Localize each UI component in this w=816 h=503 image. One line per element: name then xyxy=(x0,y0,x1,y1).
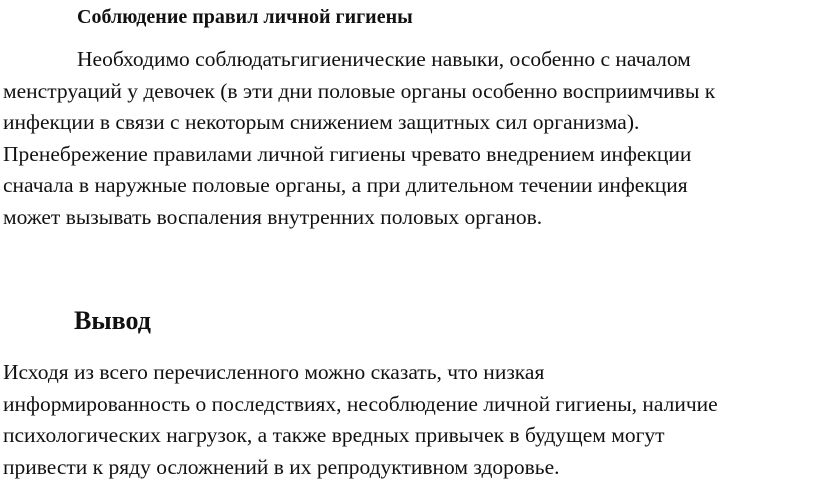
conclusion-heading: Вывод xyxy=(74,306,151,335)
paragraph-line: Исходя из всего перечисленного можно сказать, что низкая xyxy=(3,360,545,384)
paragraph-line: инфекции в связи с некоторым снижением защитных сил организма). xyxy=(3,110,640,134)
paragraph-line: сначала в наружные половые органы, а при длительном течении инфекция xyxy=(3,173,688,197)
conclusion-paragraph xyxy=(3,357,816,483)
hygiene-paragraph xyxy=(3,44,816,233)
paragraph-line: Пренебрежение правилами личной гигиены чревато внедрением инфекции xyxy=(3,141,692,166)
hygiene-heading: Соблюдение правил личной гигиены xyxy=(77,6,413,28)
paragraph-line: может вызывать воспаления внутренних половых органов. xyxy=(3,204,543,229)
paragraph-line: психологических нагрузок, а также вредных привычек в будущем могут xyxy=(3,423,665,447)
paragraph-line: информированность о последствиях, несоблюдение личной гигиены, наличие xyxy=(3,391,718,416)
paragraph-line: привести к ряду осложнений в их репродуктивном здоровье. xyxy=(3,454,560,479)
paragraph-line: менструаций у девочек (в эти дни половые органы особенно восприимчивы к xyxy=(3,78,716,103)
paragraph-line: Необходимо соблюдатьгигиенические навыки, особенно с началом xyxy=(77,47,691,71)
